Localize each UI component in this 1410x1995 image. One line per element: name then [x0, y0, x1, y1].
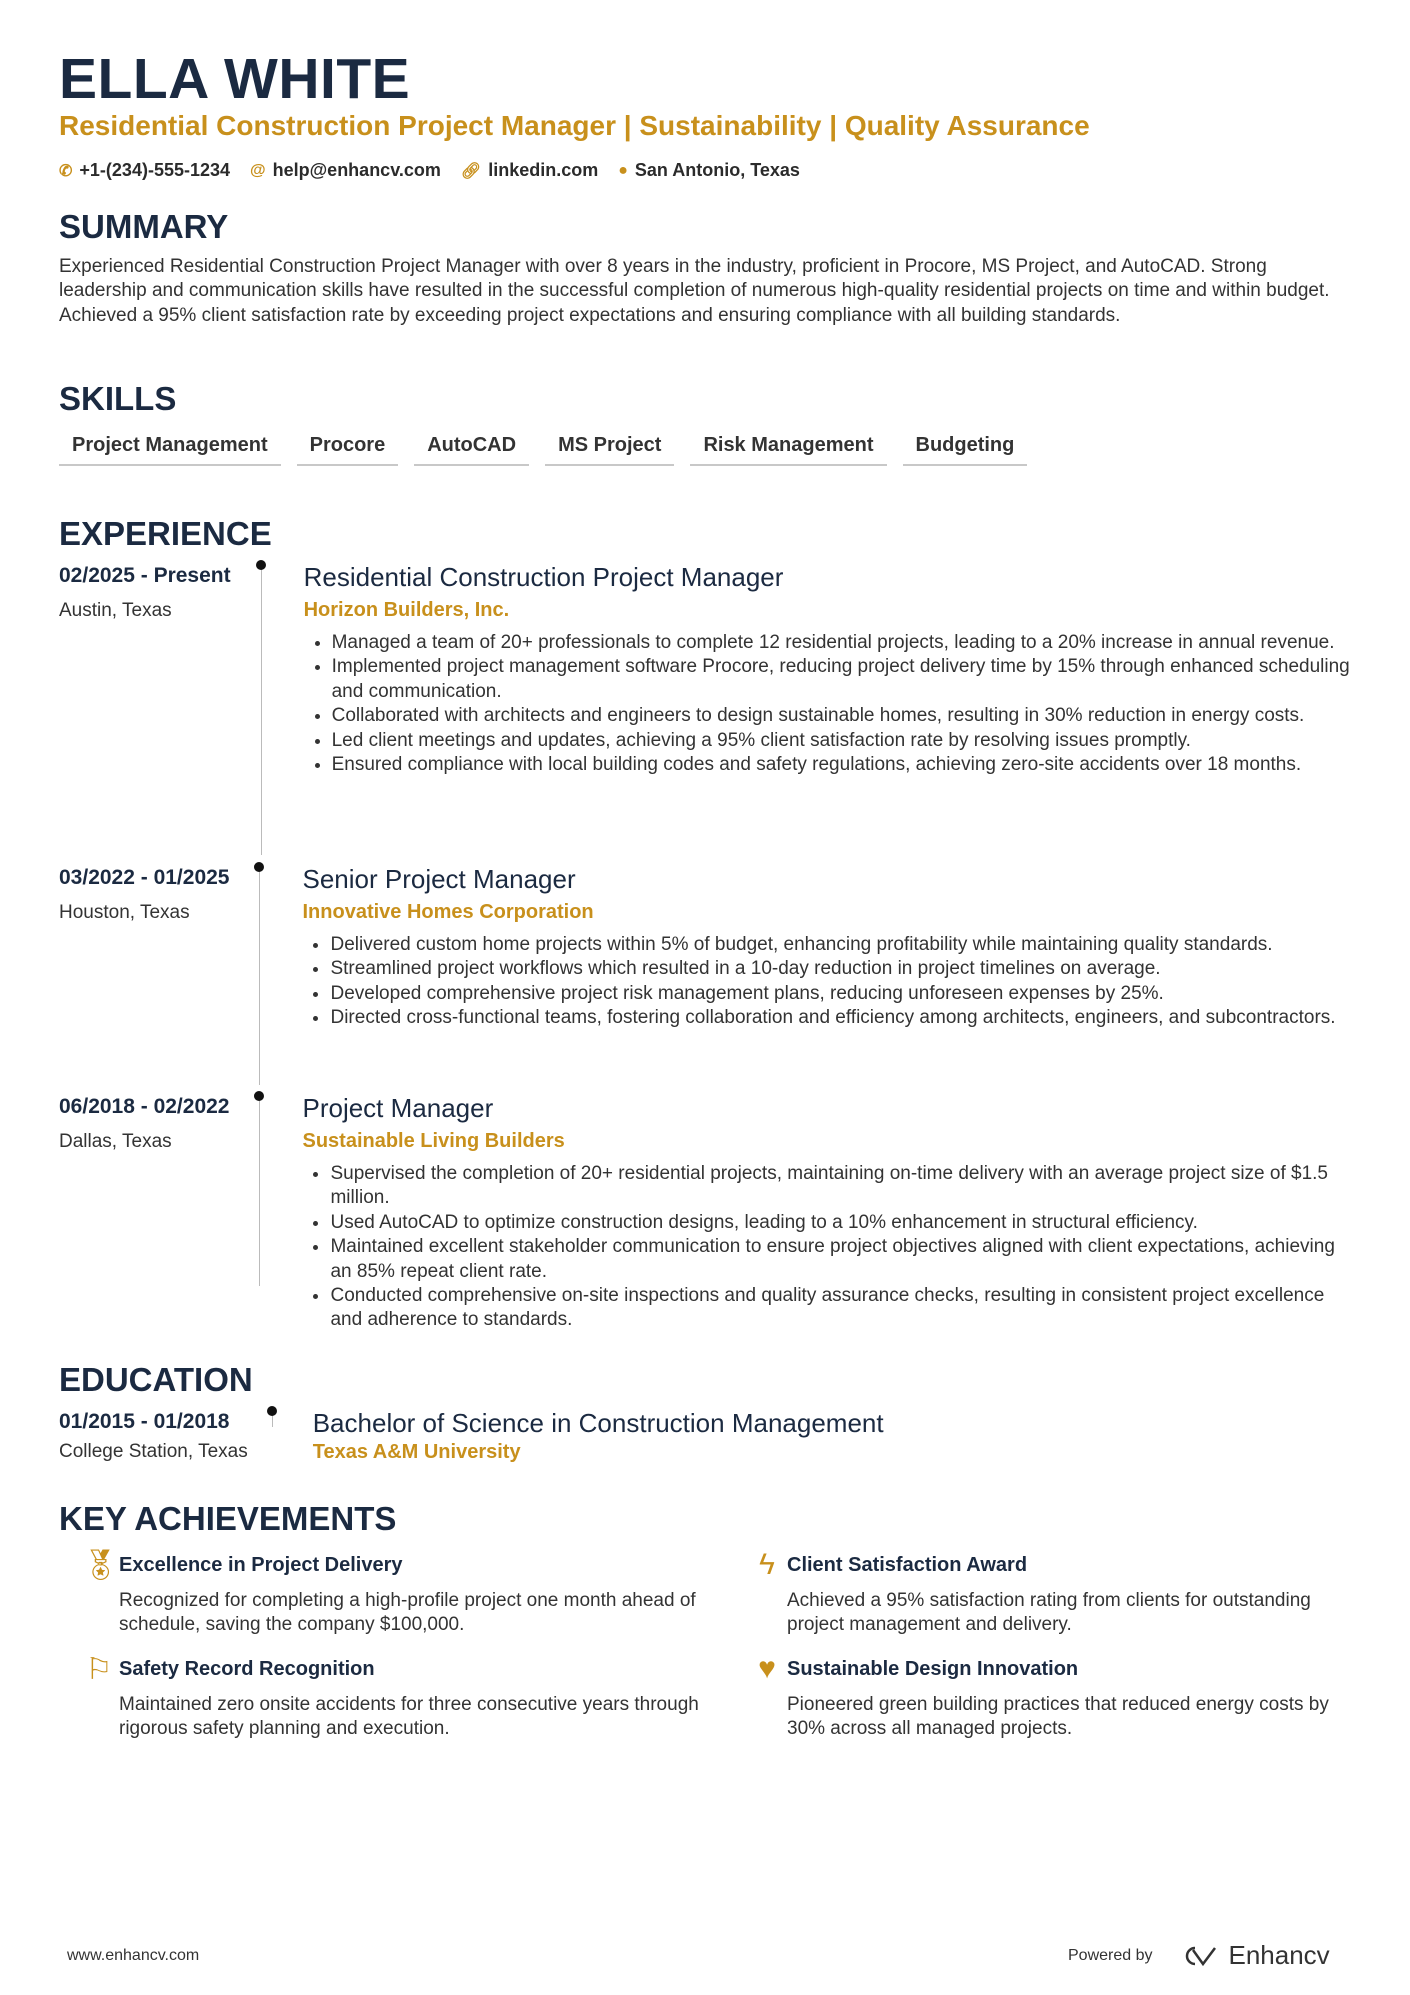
company-name: Innovative Homes Corporation — [302, 901, 594, 923]
powered-by-label: Powered by — [1068, 1946, 1153, 1964]
bullet-item: • Supervised the completion of 20+ residential projects, maintaining on-time delivery with an average project size of $1.5 million. — [330, 1162, 1359, 1211]
entry-location: Houston, Texas — [59, 902, 190, 923]
bullet-item: • Ensured compliance with local building codes and safety regulations, achieving zero-site accidents over 18 months. — [332, 753, 1359, 777]
company-name: Horizon Builders, Inc. — [303, 599, 510, 621]
achievement-item — [81, 1549, 701, 1638]
skill-chip: Procore — [297, 434, 399, 466]
brand-name: Enhancv — [1228, 1940, 1330, 1970]
achievement-desc: Recognized for completing a high-profile project one month ahead of schedule, saving the company $100,000. — [119, 1590, 696, 1636]
achievement-desc: Maintained zero onsite accidents for three consecutive years through rigorous safety planning and execution. — [119, 1694, 699, 1740]
achievement-title: Excellence in Project Delivery — [119, 1554, 403, 1576]
achievement-title: Sustainable Design Innovation — [787, 1658, 1079, 1680]
achievement-desc: Achieved a 95% satisfaction rating from clients for outstanding project management and delivery. — [787, 1590, 1311, 1636]
footer-website[interactable]: www.enhancv.com — [67, 1947, 200, 1964]
experience-entry — [59, 865, 1359, 1085]
achievement-item — [749, 1548, 1369, 1638]
achievement-item — [749, 1652, 1369, 1742]
education-date: 01/2015 - 01/2018 — [59, 1410, 230, 1433]
lightning-bolt-icon: ϟ — [759, 1548, 775, 1581]
location-text: San Antonio, Texas — [634, 160, 800, 180]
phone-text: +1-(234)-555-1234 — [79, 160, 231, 180]
entry-date: 03/2022 - 01/2025 — [59, 866, 230, 889]
timeline-line — [259, 865, 260, 1085]
bullet-item: • Collaborated with architects and engineers to design sustainable homes, resulting in 30% reduction in energy costs. — [332, 704, 1359, 728]
achievement-item — [81, 1653, 701, 1742]
email-text: help@enhancv.com — [272, 160, 441, 180]
bullet-item: • Directed cross-functional teams, fostering collaboration and efficiency among architects, engineers, and subcontractors. — [330, 1006, 1359, 1030]
achievements-heading: KEY ACHIEVEMENTS — [59, 1500, 397, 1537]
contact-phone[interactable] — [59, 160, 230, 181]
contact-bar — [59, 160, 1359, 181]
achievement-title: Client Satisfaction Award — [787, 1554, 1028, 1576]
candidate-title: Residential Construction Project Manager | Sustainability | Quality Assurance — [59, 110, 1090, 141]
bullet-item: • Developed comprehensive project risk management plans, reducing unforeseen expenses by 25%. — [330, 982, 1359, 1006]
heart-icon: ♥ — [758, 1652, 776, 1685]
location-pin-icon: ● — [618, 161, 628, 179]
bullet-item: • Maintained excellent stakeholder communication to ensure project objectives aligned with client expectations, achieving an 85% repeat client rate. — [330, 1235, 1359, 1284]
contact-linkedin[interactable] — [461, 160, 598, 181]
bullet-item: • Used AutoCAD to optimize construction designs, leading to a 10% enhancement in structural efficiency. — [330, 1211, 1359, 1235]
experience-entry — [59, 1093, 1359, 1331]
skill-chip: Budgeting — [903, 434, 1028, 466]
bullet-item: • Implemented project management software Procore, reducing project delivery time by 15% through enhanced scheduling and communication. — [332, 655, 1359, 704]
entry-location: Austin, Texas — [59, 600, 172, 621]
footer-branding — [1068, 1940, 1330, 1971]
bullet-item: • Streamlined project workflows which resulted in a 10-day reduction in project timelines on average. — [330, 957, 1359, 981]
entry-date: 02/2025 - Present — [59, 564, 231, 587]
skill-chip: MS Project — [545, 434, 674, 466]
contact-location — [618, 160, 800, 181]
bullet-item: • Delivered custom home projects within 5% of budget, enhancing profitability while maintaining quality standards. — [330, 933, 1359, 957]
entry-location: Dallas, Texas — [59, 1131, 172, 1152]
candidate-name: ELLA WHITE — [59, 47, 411, 111]
skill-chip: AutoCAD — [414, 434, 529, 466]
education-location: College Station, Texas — [59, 1441, 248, 1462]
skills-list — [59, 434, 1359, 466]
school-name: Texas A&M University — [312, 1441, 521, 1463]
bullet-item: • Led client meetings and updates, achieving a 95% client satisfaction rate by resolving issues promptly. — [332, 729, 1359, 753]
achievement-title: Safety Record Recognition — [119, 1658, 375, 1680]
timeline-line — [259, 1094, 260, 1286]
entry-date: 06/2018 - 02/2022 — [59, 1095, 230, 1118]
skill-chip: Risk Management — [690, 434, 886, 466]
enhancv-logo[interactable] — [1179, 1940, 1330, 1971]
link-icon: 🔗︎ — [460, 162, 482, 180]
enhancv-logo-icon — [1179, 1944, 1223, 1968]
bullet-item: • Managed a team of 20+ professionals to complete 12 residential projects, leading to a 20% increase in annual revenue. — [332, 631, 1359, 655]
experience-entry — [59, 563, 1359, 855]
bullet-item: • Conducted comprehensive on-site inspections and quality assurance checks, resulting in consistent project excellence and adherence to standards. — [330, 1284, 1359, 1333]
phone-icon: ✆ — [59, 162, 73, 180]
at-icon: @ — [250, 161, 266, 179]
job-title: Project Manager — [302, 1093, 494, 1123]
skills-heading: SKILLS — [59, 380, 177, 417]
skill-chip: Project Management — [59, 434, 281, 466]
company-name: Sustainable Living Builders — [302, 1130, 565, 1152]
contact-email[interactable] — [250, 160, 441, 181]
job-title: Senior Project Manager — [302, 864, 576, 894]
timeline-line — [261, 563, 262, 855]
job-title: Residential Construction Project Manager — [303, 562, 784, 592]
award-medal-icon: 🏅︎ — [81, 1549, 120, 1582]
experience-heading: EXPERIENCE — [59, 515, 272, 552]
achievement-desc: Pioneered green building practices that reduced energy costs by 30% across all managed projects. — [787, 1694, 1329, 1740]
summary-text: Experienced Residential Construction Project Manager with over 8 years in the industry, proficient in Procore, MS Project, and AutoCAD. Strong leadership and communication skills have resulted in the successful completion of numerous high-quality residential projects on time and within budget. Achieved a 95% client satisfaction rate by exceeding project expectations and ensuring compliance with all building standards. — [59, 256, 1330, 326]
education-entry — [59, 1408, 1359, 1463]
degree-title: Bachelor of Science in Construction Management — [312, 1408, 884, 1438]
flag-icon: ⚐ — [85, 1653, 113, 1686]
timeline-line — [272, 1409, 273, 1427]
education-heading: EDUCATION — [59, 1361, 253, 1398]
linkedin-text: linkedin.com — [488, 160, 599, 180]
summary-heading: SUMMARY — [59, 208, 229, 245]
